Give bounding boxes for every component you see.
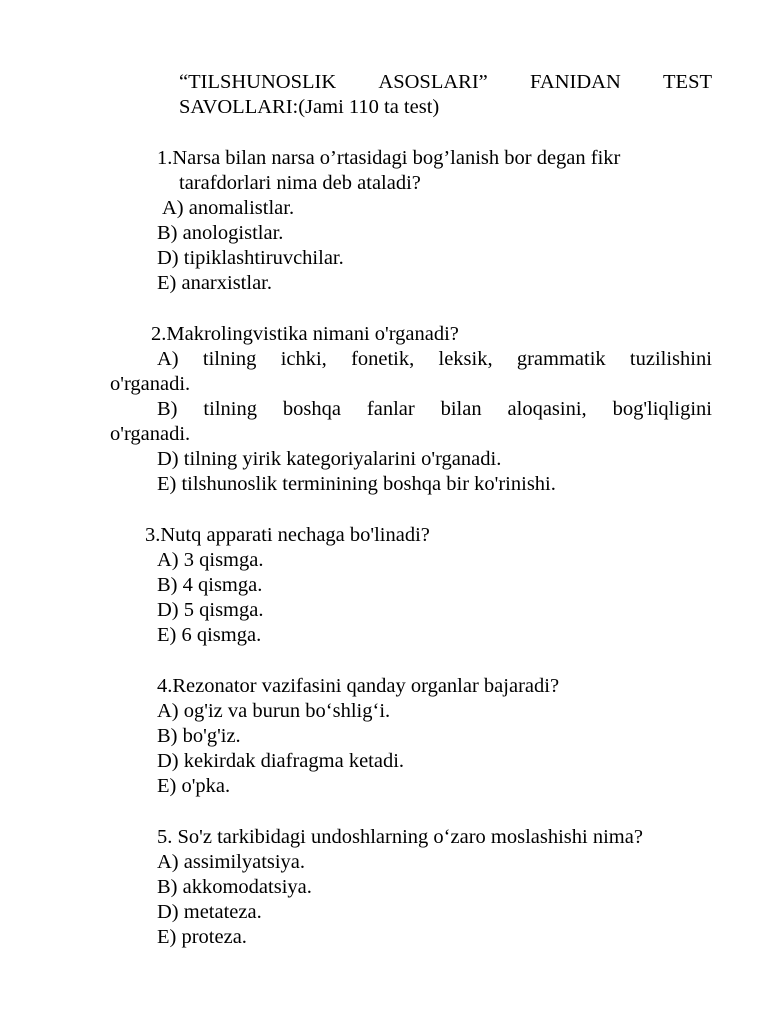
title-word: “TILSHUNOSLIK [179,71,337,93]
option-word: leksik, [438,348,493,370]
option-word: tilning [203,398,257,420]
question-5 [157,825,643,850]
answer-option-b: B) 4 qismga. [157,574,263,596]
question-3 [145,523,430,548]
option-word: bog'liqligini [612,398,712,420]
option-word: bilan [440,398,482,420]
answer-option-d: D) tilning yirik kategoriyalarini o'rganadi. [157,448,502,470]
option-word: ichki, [280,348,327,370]
answer-option-b-continued: o'rganadi. [110,423,191,445]
question-text: Nutq apparati nechaga bo'linadi? [160,524,430,546]
question-text: Makrolingvistika nimani o'rganadi? [166,323,459,345]
answer-option-d: D) kekirdak diafragma ketadi. [157,750,405,772]
option-word: fanlar [366,398,415,420]
answer-option-b: B) akkomodatsiya. [157,876,312,898]
answer-option-b [157,397,712,422]
answer-option-d: D) metateza. [157,901,262,923]
question-text-continued: tarafdorlari nima deb ataladi? [179,172,421,194]
question-4 [157,674,559,699]
answer-option-e: E) o'pka. [157,775,231,797]
answer-option-e: E) proteza. [157,926,247,948]
answer-option-d: D) tipiklashtiruvchilar. [157,247,344,269]
option-word: fonetik, [351,348,415,370]
question-1 [157,146,620,171]
document-title-line1 [179,70,712,95]
answer-option-e: E) anarxistlar. [157,272,272,294]
title-word: FANIDAN [530,71,621,93]
answer-option-e: E) tilshunoslik terminining boshqa bir ko'rinishi. [157,473,556,495]
option-word: aloqasini, [507,398,587,420]
title-word: TEST [663,71,712,93]
question-text: So'z tarkibidagi undoshlarning o‘zaro moslashishi nima? [172,826,643,848]
option-word: B) [157,398,178,420]
question-number: 1. [157,147,173,169]
document-title-line2: SAVOLLARI:(Jami 110 ta test) [179,96,440,118]
answer-option-a-continued: o'rganadi. [110,373,191,395]
question-number: 5. [157,826,173,848]
answer-option-b: B) bo'g'iz. [157,725,241,747]
question-number: 4. [157,675,173,697]
title-word: ASOSLARI” [378,71,488,93]
answer-option-a [157,347,712,372]
answer-option-a: A) assimilyatsiya. [157,851,306,873]
option-word: A) [157,348,179,370]
answer-option-e: E) 6 qismga. [157,624,262,646]
answer-option-a: A) 3 qismga. [157,549,264,571]
answer-option-a: A) anomalistlar. [162,197,295,219]
question-text: Narsa bilan narsa o’rtasidagi bog’lanish bor degan fikr [172,147,621,169]
option-word: boshqa [282,398,341,420]
answer-option-d: D) 5 qismga. [157,599,264,621]
option-word: grammatik [516,348,606,370]
answer-option-a: A) og'iz va burun bo‘shlig‘i. [157,700,391,722]
answer-option-b: B) anologistlar. [157,222,284,244]
question-text: Rezonator vazifasini qanday organlar bajaradi? [172,675,560,697]
option-word: tilning [202,348,257,370]
option-word: tuzilishini [629,348,712,370]
question-2 [151,322,459,347]
question-number: 2. [151,323,167,345]
question-number: 3. [145,524,161,546]
